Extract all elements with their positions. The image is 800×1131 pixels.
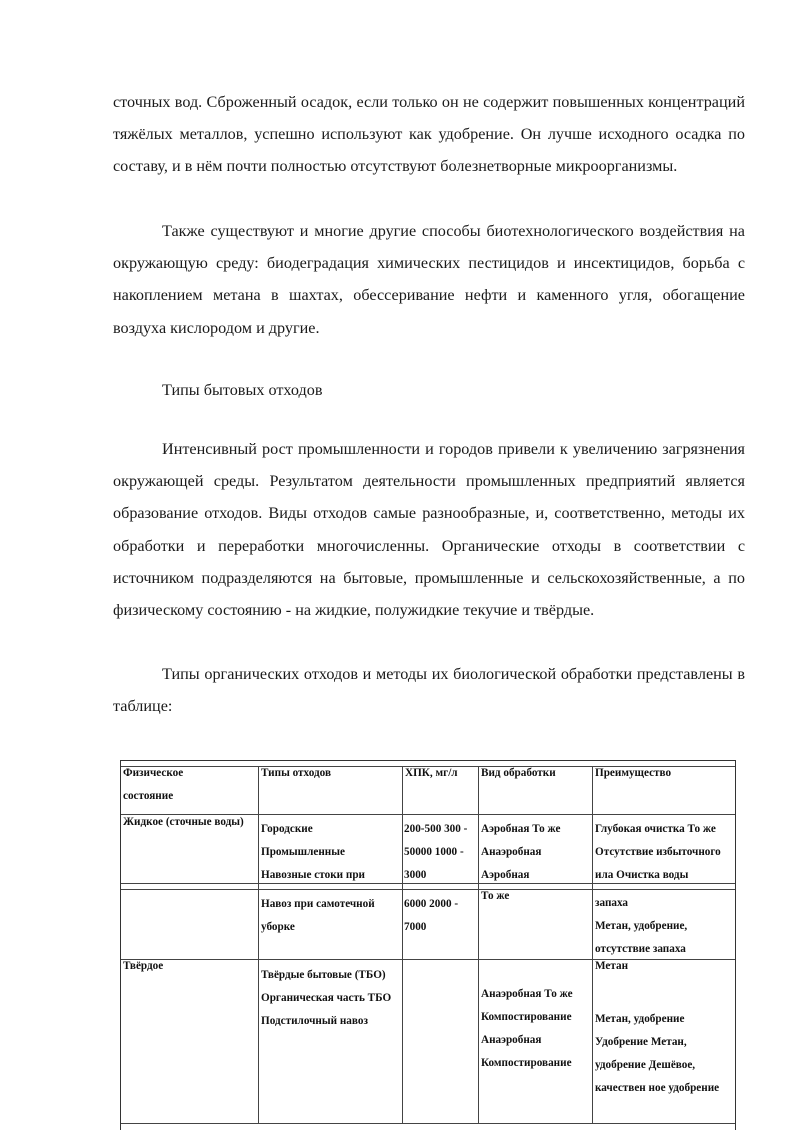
cell-text-line bbox=[261, 964, 400, 987]
waste-treatment-table bbox=[120, 760, 736, 1130]
header-treatment: Вид обработки bbox=[481, 767, 556, 779]
cell-treatment-manure: То же bbox=[481, 890, 510, 902]
cell-advantage-liquid bbox=[595, 818, 721, 887]
cell-text: 6000 2000 - bbox=[404, 898, 459, 910]
header-text: состояние bbox=[123, 790, 174, 802]
header-advantage: Преимущество bbox=[595, 767, 672, 779]
cell-text: отсутствие запаха bbox=[595, 943, 686, 955]
cell-text: Городские bbox=[261, 823, 313, 835]
cell-text: Отсутствие избыточного bbox=[595, 846, 721, 858]
paragraph-biotech-methods: Также существуют и многие другие способы биотехнологического воздействия на окружающую среду: биодеградация химических пестицидов и инсектицидов, борьба с накоплением метана в шахтах, обессеривание нефти и каменного угля, обогащение воздуха кислородом и другие. bbox=[113, 222, 745, 337]
cell-text: Глубокая очистка То же bbox=[595, 823, 716, 835]
cell-state-solid: Твёрдое bbox=[123, 960, 164, 972]
cell-types-liquid bbox=[261, 818, 365, 887]
cell-text: Органическая часть ТБО bbox=[261, 992, 392, 1004]
table-column-divider bbox=[258, 766, 259, 1123]
cell-treatment-liquid bbox=[481, 818, 561, 887]
cell-text: уборке bbox=[261, 921, 295, 933]
cell-types-manure bbox=[261, 893, 400, 939]
table-rule bbox=[121, 1123, 735, 1124]
cell-treatment-solid bbox=[481, 983, 573, 1075]
cell-advantage-solid-top: Метан bbox=[595, 960, 629, 972]
paragraph-waste-intro: Интенсивный рост промышленности и городов привели к увеличению загрязнения окружающей среды. Результатом деятельности промышленных предприятий является образование отходов. Виды отходов самые разнообразные, и, соответственно, методы их обработки и переработки многочисленны. Органические отходы в соответствии с источником подразделяются на бытовые, промышленные и сельскохозяйственные, а по физическому состоянию - на жидкие, полужидкие текучие и твёрдые. bbox=[113, 440, 745, 620]
cell-word: Твёрдые bbox=[261, 969, 305, 981]
cell-word: самотечной bbox=[316, 898, 375, 910]
header-physical-state bbox=[123, 762, 183, 808]
cell-advantage-manure bbox=[595, 892, 687, 961]
cell-text: удобрение Дешёвое, bbox=[595, 1059, 696, 1071]
cell-types-solid bbox=[261, 964, 400, 1033]
cell-text: запаха bbox=[595, 897, 629, 909]
table-rule bbox=[121, 889, 735, 890]
cell-text: Метан, удобрение, bbox=[595, 920, 688, 932]
cell-advantage-solid bbox=[595, 1008, 719, 1100]
cell-text: 3000 bbox=[404, 869, 427, 881]
cell-cod-manure bbox=[404, 893, 458, 939]
cell-cod-liquid bbox=[404, 818, 467, 887]
cell-text: Навозные стоки при bbox=[261, 869, 366, 881]
cell-word: (ТБО) bbox=[354, 969, 386, 981]
table-column-divider bbox=[478, 766, 479, 1123]
header-cod: ХПК, мг/л bbox=[405, 767, 458, 779]
cell-text: Компостирование bbox=[481, 1057, 572, 1069]
cell-text: Анаэробная bbox=[481, 846, 542, 858]
cell-text: Аэробная bbox=[481, 869, 530, 881]
cell-state-liquid: Жидкое (сточные воды) bbox=[123, 816, 244, 828]
cell-word: Навоз bbox=[261, 898, 292, 910]
cell-text: ила Очистка воды bbox=[595, 869, 689, 881]
cell-text: 50000 1000 - bbox=[404, 846, 464, 858]
table-column-divider bbox=[592, 766, 593, 1123]
cell-text-line bbox=[261, 893, 400, 916]
cell-text: Удобрение Метан, bbox=[595, 1036, 687, 1048]
cell-text: Аэробная То же bbox=[481, 823, 561, 835]
cell-text: качествен ное удобрение bbox=[595, 1082, 720, 1094]
cell-text: 7000 bbox=[404, 921, 427, 933]
paragraph-sludge: сточных вод. Сброженный осадок, если только он не содержит повышенных концентраций тяжёлых металлов, успешно используют как удобрение. Он лучше исходного осадка по составу, и в нём почти полностью отсутствуют болезнетворные микроорганизмы. bbox=[113, 93, 745, 176]
cell-word: при bbox=[294, 898, 314, 910]
cell-word: бытовые bbox=[307, 969, 352, 981]
cell-text: Анаэробная То же bbox=[481, 988, 573, 1000]
cell-text: Подстилочный навоз bbox=[261, 1015, 368, 1027]
table-column-divider bbox=[402, 766, 403, 1123]
cell-text: Промышленные bbox=[261, 846, 345, 858]
header-text: Физическое bbox=[123, 767, 184, 779]
cell-text: Метан, удобрение bbox=[595, 1013, 685, 1025]
cell-text: Анаэробная bbox=[481, 1034, 542, 1046]
cell-text: 200-500 300 - bbox=[404, 823, 468, 835]
header-waste-types: Типы отходов bbox=[261, 767, 332, 779]
section-heading: Типы бытовых отходов bbox=[162, 381, 323, 399]
cell-text: Компостирование bbox=[481, 1011, 572, 1023]
paragraph-table-intro: Типы органических отходов и методы их биологической обработки представлены в таблице: bbox=[113, 665, 745, 716]
